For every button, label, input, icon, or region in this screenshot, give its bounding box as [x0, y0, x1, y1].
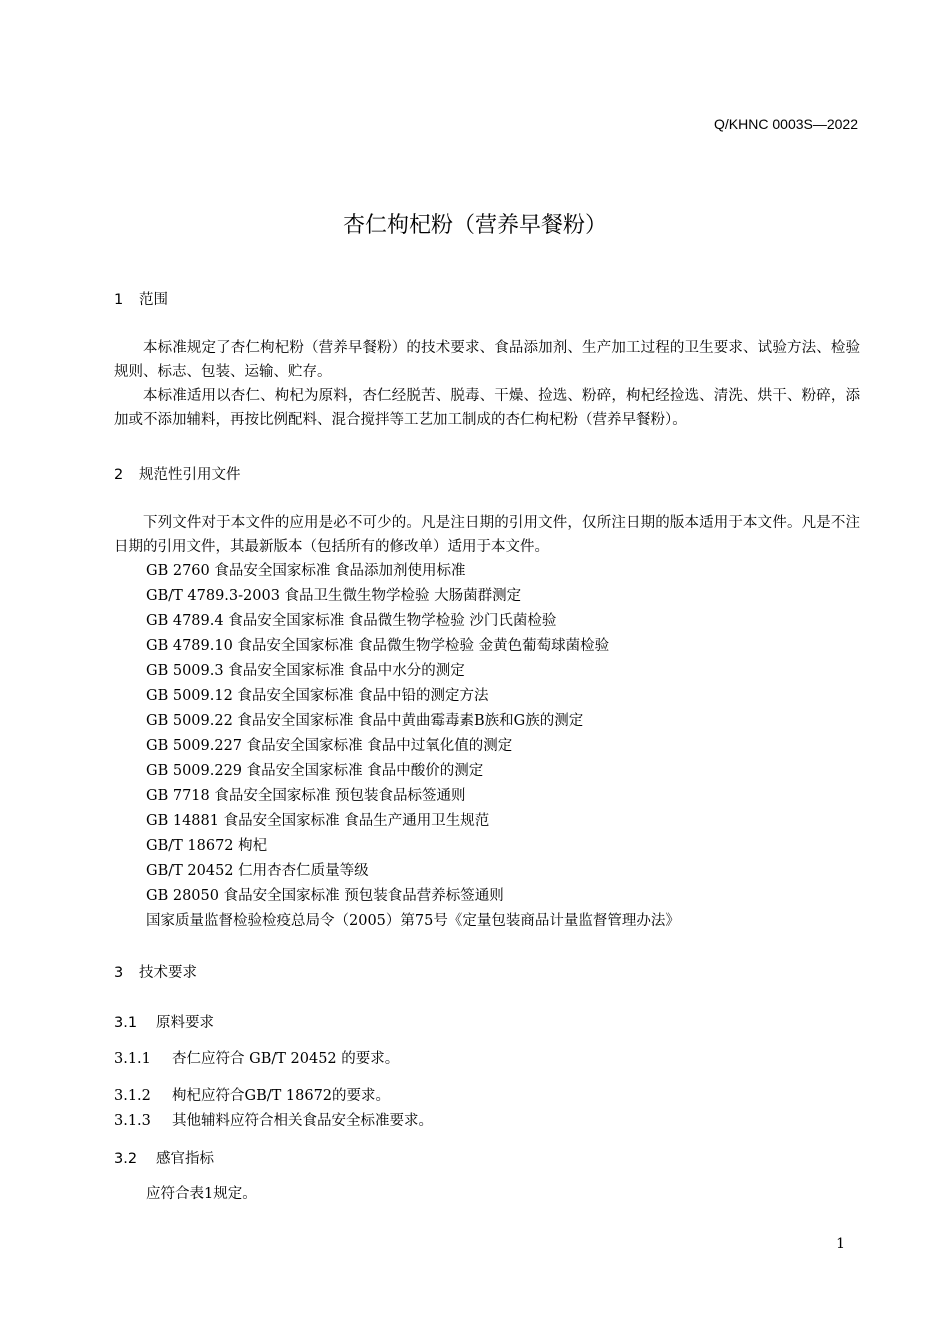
- clause-text: 其他辅料应符合相关食品安全标准要求。: [172, 1113, 433, 1129]
- paragraph: 本标准规定了杏仁枸杞粉（营养早餐粉）的技术要求、食品添加剂、生产加工过程的卫生要求、试验方法、检验规则、标志、包装、运输、贮存。: [114, 340, 860, 380]
- reference-item: GB/T 20452 仁用杏杏仁质量等级: [146, 863, 369, 879]
- reference-item: GB 5009.22 食品安全国家标准 食品中黄曲霉毒素B族和G族的测定: [146, 713, 584, 729]
- clause-item: [114, 1047, 399, 1068]
- page-number: 1: [836, 1236, 845, 1252]
- clause-item: [114, 1109, 433, 1130]
- clause-number: 3.1.2: [114, 1088, 151, 1104]
- reference-item: GB 4789.4 食品安全国家标准 食品微生物学检验 沙门氏菌检验: [146, 613, 557, 629]
- subsection-3-1-heading: [114, 1011, 214, 1032]
- reference-item: GB 5009.229 食品安全国家标准 食品中酸价的测定: [146, 763, 484, 779]
- clause-text: 杏仁应符合 GB/T 20452 的要求。: [172, 1051, 400, 1067]
- reference-item: GB 28050 食品安全国家标准 预包装食品营养标签通则: [146, 888, 504, 904]
- section-title: 技术要求: [139, 965, 197, 981]
- section-title: 范围: [139, 292, 168, 308]
- reference-item: GB 7718 食品安全国家标准 预包装食品标签通则: [146, 788, 466, 804]
- reference-item: GB 2760 食品安全国家标准 食品添加剂使用标准: [146, 563, 466, 579]
- reference-item: GB/T 4789.3-2003 食品卫生微生物学检验 大肠菌群测定: [146, 588, 522, 604]
- section-1-heading: [114, 288, 168, 309]
- clause-item: [114, 1084, 390, 1105]
- subsection-number: 3.1: [114, 1015, 138, 1031]
- clause-text: 枸杞应符合GB/T 18672的要求。: [172, 1088, 391, 1104]
- reference-item: GB/T 18672 枸杞: [146, 838, 268, 854]
- paragraph: 下列文件对于本文件的应用是必不可少的。凡是注日期的引用文件，仅所注日期的版本适用于本文件。凡是不注日期的引用文件，其最新版本（包括所有的修改单）适用于本文件。: [114, 515, 860, 555]
- subsection-title: 原料要求: [156, 1015, 214, 1031]
- reference-item: GB 5009.3 食品安全国家标准 食品中水分的测定: [146, 663, 465, 679]
- reference-item: GB 5009.12 食品安全国家标准 食品中铅的测定方法: [146, 688, 489, 704]
- subsection-title: 感官指标: [156, 1151, 214, 1167]
- document-code: Q/KHNC 0003S—2022: [714, 116, 858, 132]
- section-number: 1: [114, 292, 124, 308]
- section-title: 规范性引用文件: [139, 467, 241, 483]
- reference-item: GB 5009.227 食品安全国家标准 食品中过氧化值的测定: [146, 738, 513, 754]
- section-3-heading: [114, 961, 197, 982]
- reference-item: GB 4789.10 食品安全国家标准 食品微生物学检验 金黄色葡萄球菌检验: [146, 638, 610, 654]
- reference-item: 国家质量监督检验检疫总局令（2005）第75号《定量包装商品计量监督管理办法》: [146, 913, 680, 929]
- paragraph: 本标准适用以杏仁、枸杞为原料，杏仁经脱苦、脱毒、干燥、捡选、粉碎，枸杞经捡选、清洗、烘干、粉碎，添加或不添加辅料，再按比例配料、混合搅拌等工艺加工制成的杏仁枸杞粉（营养早餐粉）。: [114, 388, 860, 428]
- section-number: 3: [114, 965, 124, 981]
- document-title: 杏仁枸杞粉（营养早餐粉）: [342, 213, 607, 238]
- clause-number: 3.1.1: [114, 1051, 151, 1067]
- reference-item: GB 14881 食品安全国家标准 食品生产通用卫生规范: [146, 813, 490, 829]
- paragraph: 应符合表1规定。: [146, 1186, 257, 1202]
- subsection-3-2-heading: [114, 1147, 214, 1168]
- subsection-number: 3.2: [114, 1151, 138, 1167]
- section-number: 2: [114, 467, 124, 483]
- section-2-heading: [114, 463, 241, 484]
- clause-number: 3.1.3: [114, 1113, 151, 1129]
